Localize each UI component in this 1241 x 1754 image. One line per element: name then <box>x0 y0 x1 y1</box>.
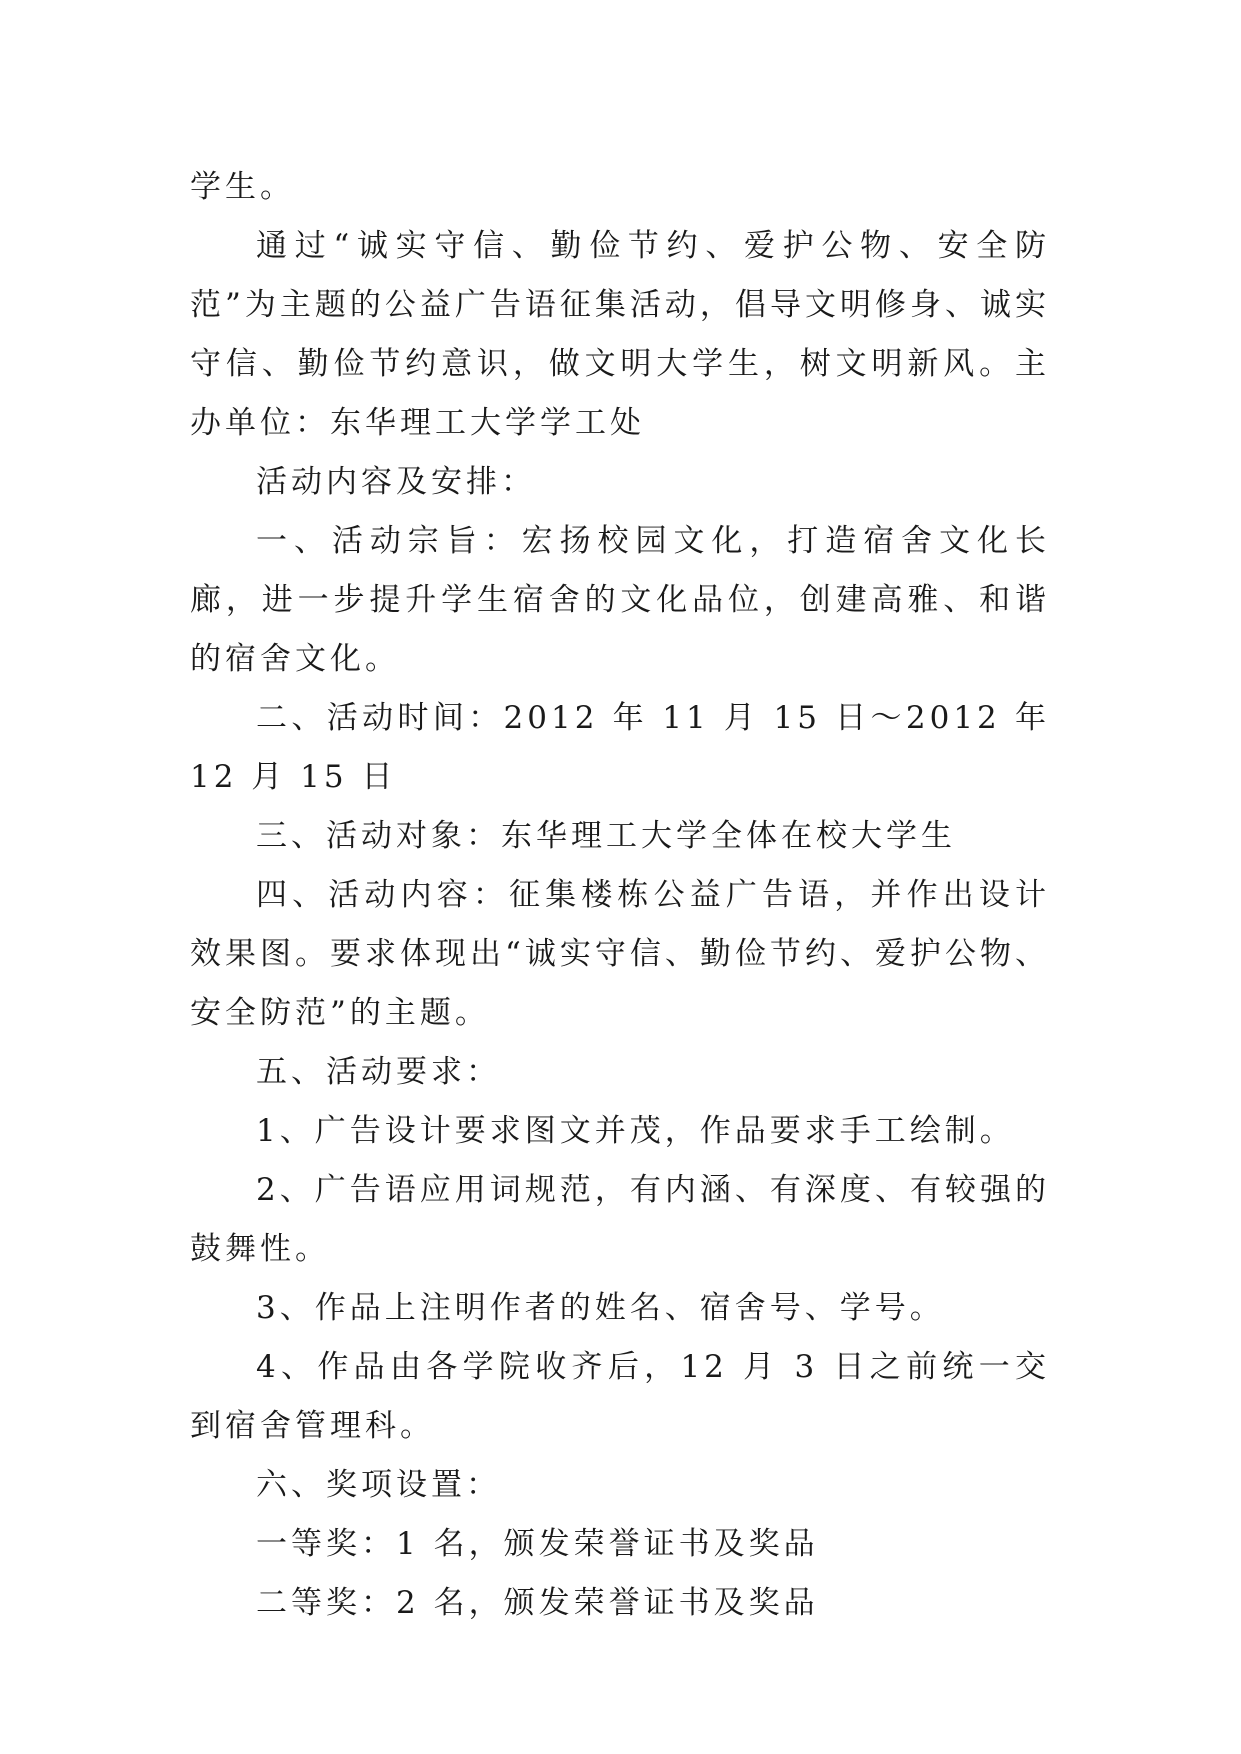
paragraph-5: 二、活动时间：2012 年 11 月 15 日～2012 年 12 月 15 日 <box>190 700 1050 795</box>
paragraph-9: 1、广告设计要求图文并茂，作品要求手工绘制。 <box>256 1113 1015 1149</box>
paragraph-6: 三、活动对象：东华理工大学全体在校大学生 <box>256 818 956 854</box>
paragraph-4: 一、活动宗旨：宏扬校园文化，打造宿舍文化长廊，进一步提升学生宿舍的文化品位，创建高雅、和谐的宿舍文化。 <box>190 523 1050 677</box>
paragraph-7: 四、活动内容：征集楼栋公益广告语，并作出设计效果图。要求体现出“诚实守信、勤俭节约、爱护公物、安全防范”的主题。 <box>190 877 1050 1031</box>
paragraph-2: 通过“诚实守信、勤俭节约、爱护公物、安全防范”为主题的公益广告语征集活动，倡导文明修身、诚实守信、勤俭节约意识，做文明大学生，树文明新风。主办单位：东华理工大学学工处 <box>190 228 1050 441</box>
paragraph-1: 学生。 <box>190 169 295 205</box>
paragraph-11: 3、作品上注明作者的姓名、宿舍号、学号。 <box>256 1290 945 1326</box>
paragraph-8: 五、活动要求： <box>256 1054 501 1090</box>
paragraph-14: 一等奖：1 名，颁发荣誉证书及奖品 <box>256 1526 819 1562</box>
paragraph-13: 六、奖项设置： <box>256 1467 501 1503</box>
paragraph-15: 二等奖：2 名，颁发荣誉证书及奖品 <box>256 1585 819 1621</box>
paragraph-12: 4、作品由各学院收齐后，12 月 3 日之前统一交到宿舍管理科。 <box>190 1349 1050 1444</box>
paragraph-3: 活动内容及安排： <box>256 464 536 500</box>
paragraph-10: 2、广告语应用词规范，有内涵、有深度、有较强的鼓舞性。 <box>190 1172 1050 1267</box>
document-body <box>190 158 1050 1633</box>
